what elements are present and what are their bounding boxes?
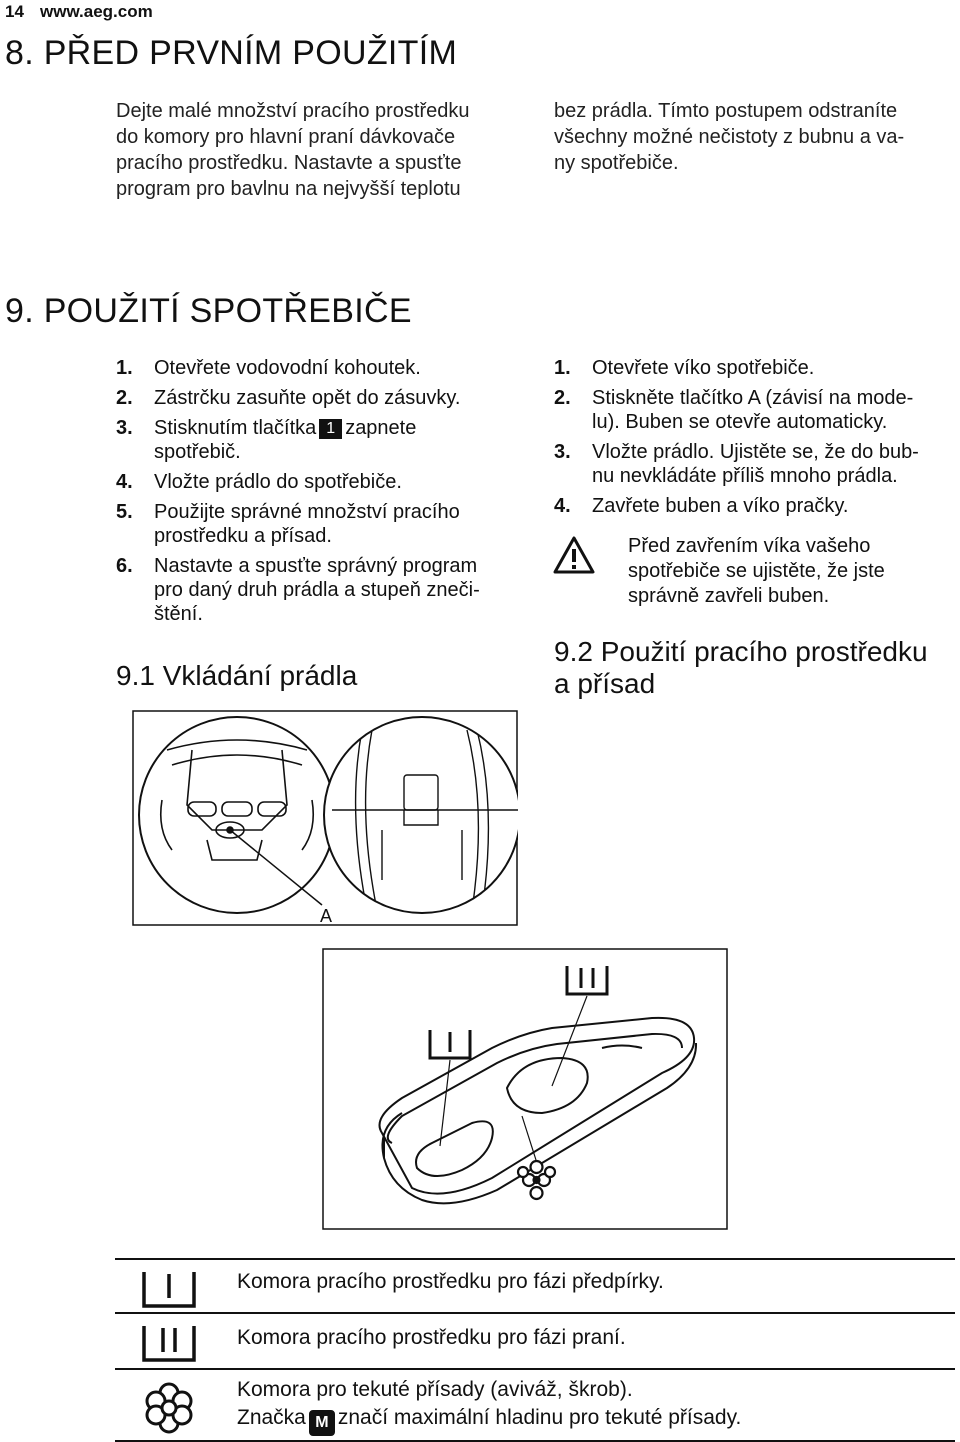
step-text: nu nevkládáte příliš mnoho prádla. <box>592 465 898 487</box>
step-text: Zástrčku zasuňte opět do zásuvky. <box>154 387 461 409</box>
warning-text <box>628 534 958 609</box>
step-text: spotřebič. <box>154 441 241 463</box>
step-text: zapnete <box>345 417 417 439</box>
step-text: Nastavte a spusťte správný program <box>154 555 478 577</box>
text-line: spotřebiče se ujistěte, že jste <box>628 560 885 582</box>
right-steps-list <box>554 356 954 524</box>
step-number: 5. <box>116 501 133 523</box>
section8-title: 8. PŘED PRVNÍM POUŽITÍM <box>5 34 458 72</box>
list-item <box>554 356 954 380</box>
section8-right-text <box>554 98 954 176</box>
legend-table <box>115 1258 955 1442</box>
step-text: Stisknutím tlačítka <box>154 417 317 439</box>
text-line: bez prádla. Tímto postupem odstraníte <box>554 100 898 122</box>
title-line: a přísad <box>554 668 656 699</box>
list-item <box>554 386 954 434</box>
text-line <box>237 1404 741 1436</box>
list-item <box>116 416 536 464</box>
text-line: ny spotřebiče. <box>554 152 679 174</box>
step-number: 6. <box>116 555 133 577</box>
text-line: Komora pro tekuté přísady (aviváž, škrob). <box>237 1378 633 1401</box>
text-line: program pro bavlnu na nejvyšší teplotu <box>116 178 461 200</box>
page-number: 14 <box>5 2 24 21</box>
step-number: 2. <box>116 387 133 409</box>
subsection-9-1-title: 9.1 Vkládání prádla <box>116 660 358 691</box>
table-row <box>115 1258 955 1312</box>
label-a: A <box>320 906 333 926</box>
step-number: 4. <box>116 471 133 493</box>
list-item <box>554 440 954 488</box>
section9-title: 9. POUŽITÍ SPOTŘEBIČE <box>5 292 412 330</box>
step-text: Vložte prádlo. Ujistěte se, že do bub- <box>592 441 919 463</box>
text-line: pracího prostředku. Nastavte a spusťte <box>116 152 462 174</box>
left-steps-list <box>116 356 536 632</box>
list-item <box>116 500 536 548</box>
warning-icon <box>552 535 596 575</box>
text-line: do komory pro hlavní praní dávkovače <box>116 126 456 148</box>
step-text: Zavřete buben a víko pračky. <box>592 495 849 517</box>
step-number: 4. <box>554 495 571 517</box>
step-text: štění. <box>154 603 203 625</box>
section8-left-text <box>116 98 536 202</box>
key-1-badge: 1 <box>319 419 342 439</box>
step-text: Použijte správné množství pracího <box>154 501 460 523</box>
text-segment: značí maximální hladinu pro tekuté přísady. <box>337 1406 742 1429</box>
step-text: Vložte prádlo do spotřebiče. <box>154 471 402 493</box>
list-item <box>116 386 536 410</box>
step-text: prostředku a přísad. <box>154 525 332 547</box>
step-text: pro daný druh prádla a stupeň zneči- <box>154 579 480 601</box>
text-line: správně zavřeli buben. <box>628 585 830 607</box>
list-item <box>116 554 536 626</box>
max-level-mark-icon: M <box>309 1410 335 1436</box>
step-number: 3. <box>554 441 571 463</box>
mainwash-icon <box>119 1320 219 1370</box>
step-number: 1. <box>554 357 571 379</box>
list-item <box>116 470 536 494</box>
table-row <box>115 1368 955 1442</box>
list-item <box>554 494 954 518</box>
subsection-9-2-title <box>554 636 928 700</box>
step-text: Otevřete víko spotřebiče. <box>592 357 815 379</box>
text-line: Dejte malé množství pracího prostředku <box>116 100 470 122</box>
step-number: 3. <box>116 417 133 439</box>
step-text: lu). Buben se otevře automaticky. <box>592 411 888 433</box>
softener-description <box>237 1376 741 1436</box>
text-segment: Značka <box>237 1406 306 1429</box>
text-line: všechny možné nečistoty z bubnu a va- <box>554 126 905 148</box>
step-text: Otevřete vodovodní kohoutek. <box>154 357 421 379</box>
table-row <box>115 1312 955 1368</box>
prewash-icon <box>119 1266 219 1316</box>
header-url[interactable]: www.aeg.com <box>40 2 153 21</box>
softener-icon <box>119 1378 219 1438</box>
text-line: Před zavřením víka vašeho <box>628 535 871 557</box>
list-item <box>116 356 536 380</box>
title-line: 9.2 Použití pracího prostředku <box>554 636 928 667</box>
mainwash-description: Komora pracího prostředku pro fázi praní. <box>237 1326 626 1349</box>
step-text: Stiskněte tlačítko A (závisí na mode- <box>592 387 914 409</box>
step-number: 1. <box>116 357 133 379</box>
prewash-description: Komora pracího prostředku pro fázi předpírky. <box>237 1270 664 1293</box>
dispenser-figure <box>322 948 728 1230</box>
step-number: 2. <box>554 387 571 409</box>
drum-figure <box>132 710 518 926</box>
